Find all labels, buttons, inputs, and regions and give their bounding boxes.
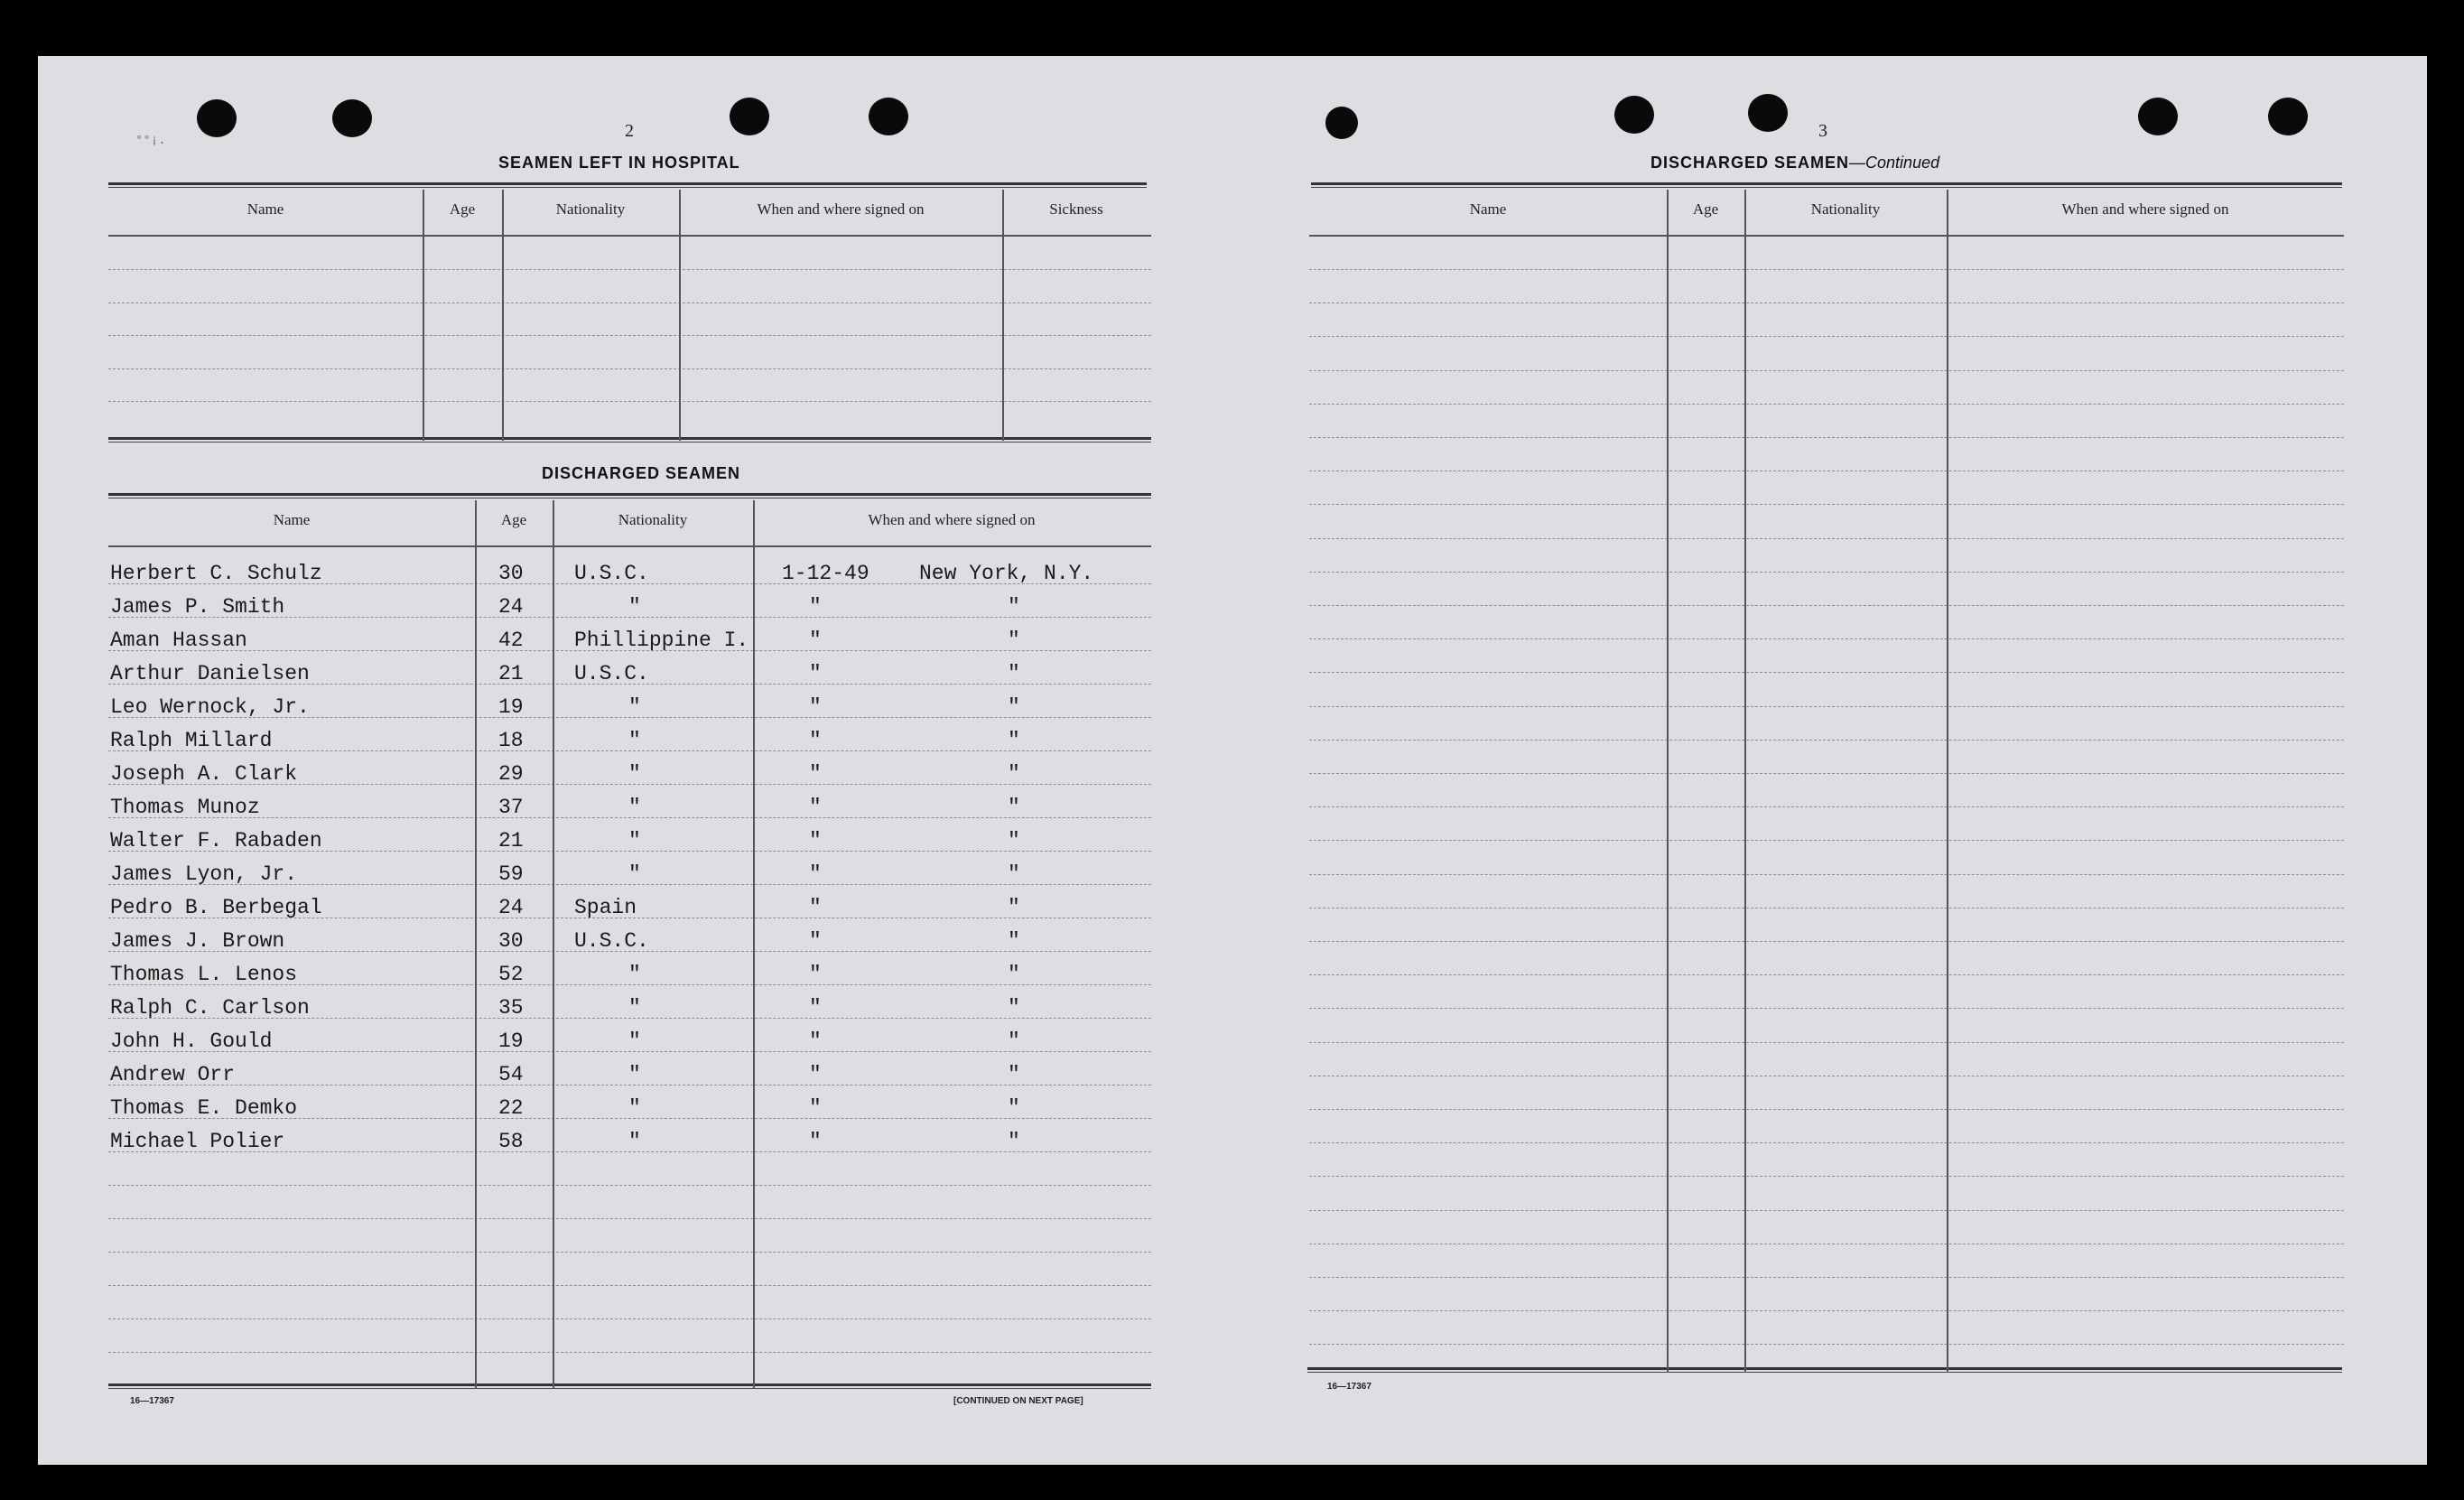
punch-hole bbox=[2268, 98, 2308, 135]
signed-on-date: " bbox=[809, 796, 822, 819]
signed-on-date: " bbox=[809, 996, 822, 1020]
discharged-row-rule bbox=[108, 1252, 1151, 1253]
seaman-name: James P. Smith bbox=[110, 595, 285, 619]
signed-on-place: " bbox=[1008, 1096, 1020, 1120]
seaman-name: Thomas Munoz bbox=[110, 796, 260, 819]
seaman-nationality: " bbox=[628, 963, 641, 986]
right-row-rule bbox=[1309, 740, 2344, 741]
seaman-age: 52 bbox=[498, 963, 524, 986]
punch-hole bbox=[1748, 94, 1788, 132]
punch-hole bbox=[2138, 98, 2178, 135]
discharged-row-rule bbox=[108, 1318, 1151, 1319]
discharged-table-bottom-rule bbox=[108, 1384, 1151, 1389]
signed-on-place: " bbox=[1008, 1130, 1020, 1153]
seaman-name: James J. Brown bbox=[110, 929, 285, 953]
right-divider bbox=[1947, 190, 1948, 1373]
hospital-row-rule bbox=[108, 368, 1151, 369]
seaman-nationality: " bbox=[628, 695, 641, 719]
seaman-name: Ralph C. Carlson bbox=[110, 996, 310, 1020]
signed-on-date: " bbox=[809, 1063, 822, 1086]
seaman-nationality: " bbox=[628, 829, 641, 852]
right-row-rule bbox=[1309, 1109, 2344, 1110]
hospital-row-rule bbox=[108, 401, 1151, 402]
right-row-rule bbox=[1309, 840, 2344, 841]
right-row-rule bbox=[1309, 437, 2344, 438]
hospital-col-name: Name bbox=[246, 200, 284, 218]
signed-on-date: " bbox=[809, 1096, 822, 1120]
seaman-name: Walter F. Rabaden bbox=[110, 829, 322, 852]
right-row-rule bbox=[1309, 1310, 2344, 1311]
seaman-nationality: " bbox=[628, 595, 641, 619]
seaman-nationality: " bbox=[628, 729, 641, 752]
seaman-age: 54 bbox=[498, 1063, 524, 1086]
discharged-row-rule bbox=[108, 1285, 1151, 1286]
seaman-name: John H. Gould bbox=[110, 1030, 273, 1053]
signed-on-date: " bbox=[809, 929, 822, 953]
signed-on-date: " bbox=[809, 595, 822, 619]
page-number: 3 bbox=[1818, 121, 1827, 141]
right-col-age: Age bbox=[1692, 200, 1719, 218]
discharged-divider bbox=[553, 500, 554, 1389]
seaman-name: Andrew Orr bbox=[110, 1063, 236, 1086]
seaman-name: Thomas L. Lenos bbox=[110, 963, 298, 986]
right-divider bbox=[1667, 190, 1669, 1373]
signed-on-date: " bbox=[809, 695, 822, 719]
signed-on-place: " bbox=[1008, 595, 1020, 619]
right-row-rule bbox=[1309, 1176, 2344, 1177]
signed-on-place: " bbox=[1008, 796, 1020, 819]
continued-note: [CONTINUED ON NEXT PAGE] bbox=[953, 1396, 1083, 1406]
hospital-table-bottom-rule bbox=[108, 437, 1151, 443]
signed-on-place: " bbox=[1008, 862, 1020, 886]
seaman-name: Thomas E. Demko bbox=[110, 1096, 298, 1120]
right-row-rule bbox=[1309, 941, 2344, 942]
seaman-name: Herbert C. Schulz bbox=[110, 562, 322, 585]
discharged-continued-title bbox=[1650, 154, 1939, 172]
seaman-age: 37 bbox=[498, 796, 524, 819]
seaman-name: James Lyon, Jr. bbox=[110, 862, 298, 886]
seaman-nationality: U.S.C. bbox=[574, 662, 649, 685]
signed-on-place: " bbox=[1008, 695, 1020, 719]
signed-on-place: " bbox=[1008, 1063, 1020, 1086]
signed-on-place: " bbox=[1008, 1030, 1020, 1053]
discharged-col-name: Name bbox=[273, 511, 311, 528]
punch-hole bbox=[1614, 96, 1654, 134]
hospital-divider bbox=[502, 190, 504, 441]
punch-hole bbox=[1325, 107, 1358, 139]
discharged-col-age: Age bbox=[500, 511, 527, 528]
hospital-section-title: SEAMEN LEFT IN HOSPITAL bbox=[498, 154, 740, 172]
hospital-col-nationality: Nationality bbox=[555, 200, 626, 218]
signed-on-date: " bbox=[809, 629, 822, 652]
signed-on-place: " bbox=[1008, 662, 1020, 685]
right-row-rule bbox=[1309, 1142, 2344, 1143]
right-row-rule bbox=[1309, 672, 2344, 673]
hospital-row-rule bbox=[108, 269, 1151, 270]
seaman-nationality: " bbox=[628, 1030, 641, 1053]
seaman-age: 24 bbox=[498, 896, 524, 919]
signed-on-date: 1-12-49 bbox=[782, 562, 869, 585]
hospital-table-top-rule bbox=[108, 182, 1147, 188]
signed-on-place: New York, N.Y. bbox=[919, 562, 1094, 585]
right-row-rule bbox=[1309, 638, 2344, 639]
seaman-name: Aman Hassan bbox=[110, 629, 247, 652]
right-row-rule bbox=[1309, 1008, 2344, 1009]
seaman-name: Ralph Millard bbox=[110, 729, 273, 752]
seaman-name: Michael Polier bbox=[110, 1130, 285, 1153]
discharged-divider bbox=[475, 500, 477, 1389]
seaman-nationality: " bbox=[628, 796, 641, 819]
right-row-rule bbox=[1309, 874, 2344, 875]
punch-hole bbox=[730, 98, 769, 135]
signed-on-place: " bbox=[1008, 929, 1020, 953]
seaman-nationality: U.S.C. bbox=[574, 929, 649, 953]
seaman-age: 58 bbox=[498, 1130, 524, 1153]
seaman-nationality: " bbox=[628, 1063, 641, 1086]
seaman-age: 21 bbox=[498, 829, 524, 852]
seaman-age: 30 bbox=[498, 562, 524, 585]
signed-on-place: " bbox=[1008, 829, 1020, 852]
signed-on-date: " bbox=[809, 762, 822, 786]
seaman-nationality: " bbox=[628, 862, 641, 886]
seaman-age: 21 bbox=[498, 662, 524, 685]
seaman-nationality: " bbox=[628, 762, 641, 786]
right-header-rule bbox=[1309, 235, 2344, 237]
hospital-divider bbox=[1002, 190, 1004, 441]
discharged-col-nationality: Nationality bbox=[618, 511, 688, 528]
signed-on-date: " bbox=[809, 862, 822, 886]
seaman-nationality: " bbox=[628, 1130, 641, 1153]
right-row-rule bbox=[1309, 1344, 2344, 1345]
seaman-nationality: " bbox=[628, 1096, 641, 1120]
signed-on-date: " bbox=[809, 896, 822, 919]
right-row-rule bbox=[1309, 1042, 2344, 1043]
right-row-rule bbox=[1309, 706, 2344, 707]
margin-mark: °°¡. bbox=[135, 134, 166, 148]
discharged-row-rule bbox=[108, 1185, 1151, 1186]
right-row-rule bbox=[1309, 773, 2344, 774]
form-number: 16—17367 bbox=[1327, 1382, 1371, 1392]
signed-on-date: " bbox=[809, 1130, 822, 1153]
seaman-age: 29 bbox=[498, 762, 524, 786]
right-table-top-rule bbox=[1311, 182, 2342, 188]
right-col-name: Name bbox=[1469, 200, 1507, 218]
signed-on-place: " bbox=[1008, 963, 1020, 986]
right-divider bbox=[1744, 190, 1746, 1373]
seaman-age: 35 bbox=[498, 996, 524, 1020]
hospital-col-age: Age bbox=[449, 200, 476, 218]
right-row-rule bbox=[1309, 538, 2344, 539]
signed-on-date: " bbox=[809, 963, 822, 986]
hospital-col-signed-on: When and where signed on bbox=[757, 200, 925, 218]
signed-on-place: " bbox=[1008, 896, 1020, 919]
right-table-bottom-rule bbox=[1307, 1367, 2342, 1373]
seaman-age: 59 bbox=[498, 862, 524, 886]
right-col-signed-on: When and where signed on bbox=[2061, 200, 2229, 218]
seaman-age: 42 bbox=[498, 629, 524, 652]
hospital-header-rule bbox=[108, 235, 1151, 237]
seaman-nationality: Spain bbox=[574, 896, 637, 919]
signed-on-date: " bbox=[809, 729, 822, 752]
right-row-rule bbox=[1309, 1277, 2344, 1278]
right-row-rule bbox=[1309, 404, 2344, 405]
right-col-nationality: Nationality bbox=[1810, 200, 1881, 218]
seaman-name: Leo Wernock, Jr. bbox=[110, 695, 310, 719]
signed-on-place: " bbox=[1008, 762, 1020, 786]
right-row-rule bbox=[1309, 605, 2344, 606]
seaman-nationality: " bbox=[628, 996, 641, 1020]
discharged-table-top-rule bbox=[108, 493, 1151, 498]
seaman-age: 30 bbox=[498, 929, 524, 953]
discharged-section-title: DISCHARGED SEAMEN bbox=[542, 464, 741, 482]
right-row-rule bbox=[1309, 269, 2344, 270]
page-number: 2 bbox=[625, 121, 634, 141]
seaman-name: Pedro B. Berbegal bbox=[110, 896, 322, 919]
manifest-sheet bbox=[38, 56, 2427, 1465]
signed-on-date: " bbox=[809, 829, 822, 852]
signed-on-place: " bbox=[1008, 729, 1020, 752]
right-row-rule bbox=[1309, 1210, 2344, 1211]
seaman-name: Joseph A. Clark bbox=[110, 762, 298, 786]
right-row-rule bbox=[1309, 806, 2344, 807]
seaman-nationality: Phillippine I. bbox=[574, 629, 749, 652]
signed-on-place: " bbox=[1008, 629, 1020, 652]
hospital-divider bbox=[423, 190, 424, 441]
punch-hole bbox=[197, 99, 237, 137]
discharged-divider bbox=[753, 500, 755, 1389]
punch-hole bbox=[332, 99, 372, 137]
discharged-header-rule bbox=[108, 545, 1151, 547]
right-row-rule bbox=[1309, 336, 2344, 337]
seaman-name: Arthur Danielsen bbox=[110, 662, 310, 685]
seaman-age: 19 bbox=[498, 695, 524, 719]
seaman-age: 19 bbox=[498, 1030, 524, 1053]
form-number: 16—17367 bbox=[130, 1396, 174, 1406]
signed-on-date: " bbox=[809, 662, 822, 685]
punch-hole bbox=[869, 98, 908, 135]
discharged-col-signed-on: When and where signed on bbox=[868, 511, 1036, 528]
right-row-rule bbox=[1309, 974, 2344, 975]
signed-on-date: " bbox=[809, 1030, 822, 1053]
seaman-nationality: U.S.C. bbox=[574, 562, 649, 585]
signed-on-place: " bbox=[1008, 996, 1020, 1020]
hospital-divider bbox=[679, 190, 681, 441]
right-row-rule bbox=[1309, 572, 2344, 573]
right-row-rule bbox=[1309, 470, 2344, 471]
hospital-col-sickness: Sickness bbox=[1049, 200, 1103, 218]
seaman-age: 18 bbox=[498, 729, 524, 752]
seaman-age: 22 bbox=[498, 1096, 524, 1120]
title-text: DISCHARGED SEAMEN bbox=[1650, 154, 1850, 172]
right-row-rule bbox=[1309, 504, 2344, 505]
right-row-rule bbox=[1309, 370, 2344, 371]
discharged-row-rule bbox=[108, 1218, 1151, 1219]
title-suffix: —Continued bbox=[1849, 154, 1940, 172]
seaman-age: 24 bbox=[498, 595, 524, 619]
discharged-row-rule bbox=[108, 1352, 1151, 1353]
hospital-row-rule bbox=[108, 335, 1151, 336]
